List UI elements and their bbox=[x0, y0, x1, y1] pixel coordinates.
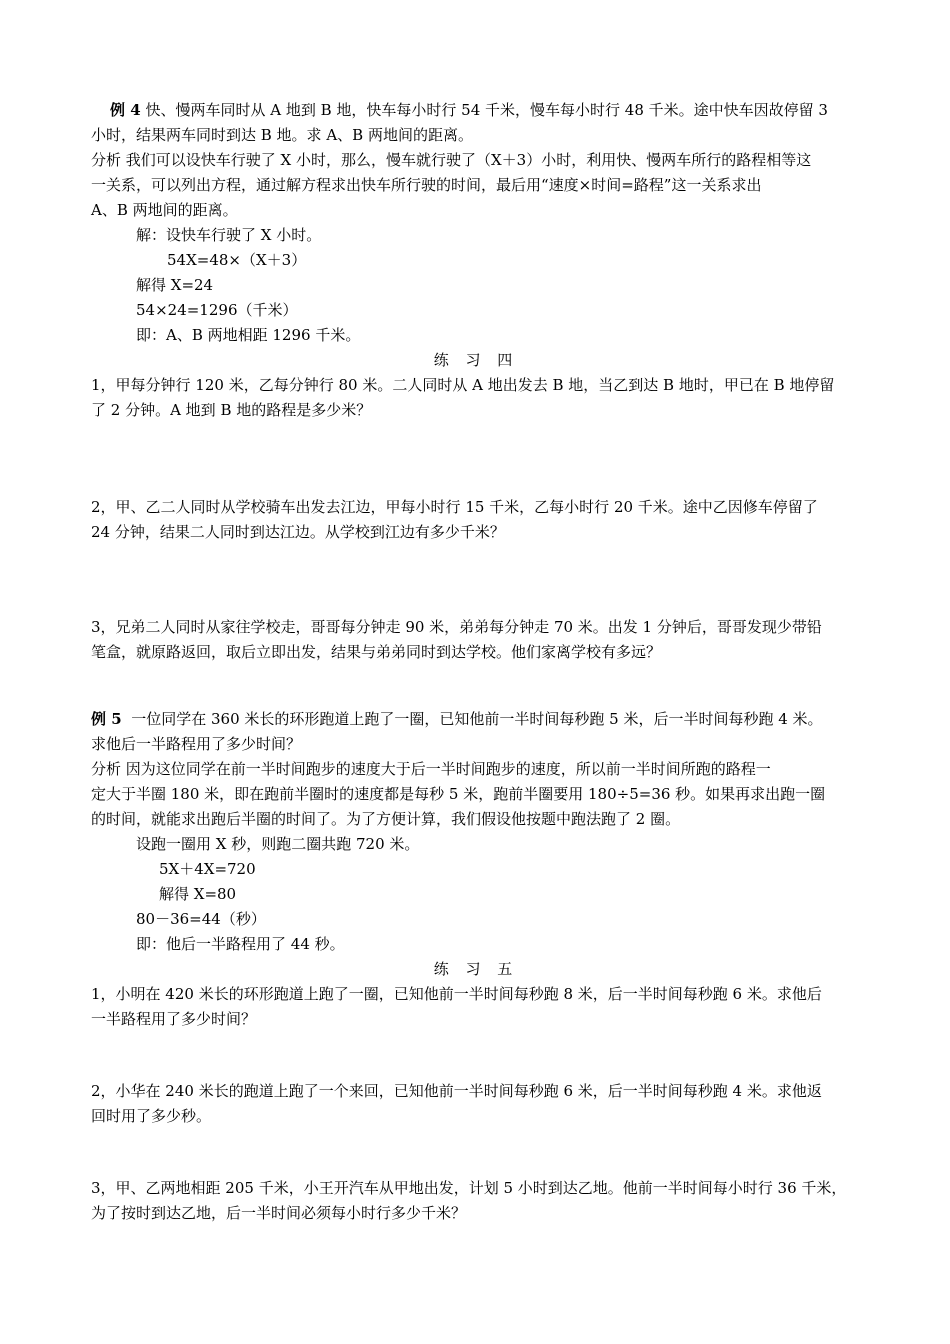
example4-equation: 54X=48×（X＋3） bbox=[167, 251, 307, 269]
exercise5-q1-line-1: 1，小明在 420 米长的环形跑道上跑了一圈，已知他前一半时间每秒跑 8 米，后一半时间每秒跑 6 米。求他后 bbox=[91, 985, 822, 1003]
example5-answer: 即：他后一半路程用了 44 秒。 bbox=[136, 935, 345, 953]
document-page bbox=[91, 98, 861, 1226]
example5-label: 例 5 bbox=[91, 710, 122, 728]
example5-calc: 80－36=44（秒） bbox=[136, 910, 266, 928]
exercise4-q1-line-1: 1，甲每分钟行 120 米，乙每分钟行 80 米。二人同时从 A 地出发去 B 地，当乙到达 B 地时，甲已在 B 地停留 bbox=[91, 376, 835, 394]
exercise4-q2-line-1: 2，甲、乙二人同时从学校骑车出发去江边，甲每小时行 15 千米，乙每小时行 20 千米。途中乙因修车停留了 bbox=[91, 498, 818, 516]
exercise5-title: 练 习 五 bbox=[433, 960, 519, 978]
exercise4-q3-line-2: 笔盒，就原路返回，取后立即出发，结果与弟弟同时到达学校。他们家离学校有多远？ bbox=[91, 643, 662, 661]
exercise4-q3-line-1: 3，兄弟二人同时从家往学校走，哥哥每分钟走 90 米，弟弟每分钟走 70 米。出发 1 分钟后，哥哥发现少带铅 bbox=[91, 618, 822, 636]
example5-analysis-1: 分析 因为这位同学在前一半时间跑步的速度大于后一半时间跑步的速度，所以前一半时间所跑的路程一 bbox=[91, 760, 771, 778]
example4-line-1: 例 4 快、慢两车同时从 A 地到 B 地，快车每小时行 54 千米，慢车每小时行 48 千米。途中快车因故停留 3 bbox=[110, 101, 828, 119]
example4-label: 例 4 bbox=[110, 101, 141, 119]
example5-line-1: 例 5 一位同学在 360 米长的环形跑道上跑了一圈，已知他前一半时间每秒跑 5 米，后一半时间每秒跑 4 米。 bbox=[91, 710, 823, 728]
example5-analysis-3: 的时间，就能求出跑后半圈的时间了。为了方便计算，我们假设他按题中跑法跑了 2 圈。 bbox=[91, 810, 681, 828]
exercise4-title: 练 习 四 bbox=[433, 351, 519, 369]
example5-equation: 5X＋4X=720 bbox=[159, 860, 256, 878]
example4-line-2: 小时，结果两车同时到达 B 地。求 A、B 两地间的距离。 bbox=[91, 126, 473, 144]
exercise5-q2-line-1: 2，小华在 240 米长的跑道上跑了一个来回，已知他前一半时间每秒跑 6 米，后一半时间每秒跑 4 米。求他返 bbox=[91, 1082, 822, 1100]
exercise5-q3-line-1: 3，甲、乙两地相距 205 千米，小王开汽车从甲地出发，计划 5 小时到达乙地。他前一半时间每小时行 36 千米， bbox=[91, 1179, 847, 1197]
example5-solution-intro: 设跑一圈用 X 秒，则跑二圈共跑 720 米。 bbox=[136, 835, 420, 853]
exercise5-q1-line-2: 一半路程用了多少时间？ bbox=[91, 1010, 257, 1028]
example4-calc: 54×24=1296（千米） bbox=[136, 301, 298, 319]
example5-analysis-2: 定大于半圈 180 米，即在跑前半圈时的速度都是每秒 5 米，跑前半圈要用 180÷5=36 秒。如果再求出跑一圈 bbox=[91, 785, 826, 803]
example5-line-2: 求他后一半路程用了多少时间？ bbox=[91, 735, 302, 753]
example4-result: 解得 X=24 bbox=[136, 276, 214, 294]
example5-result: 解得 X=80 bbox=[159, 885, 237, 903]
exercise5-q2-line-2: 回时用了多少秒。 bbox=[91, 1107, 212, 1125]
example4-solution-intro: 解：设快车行驶了 X 小时。 bbox=[136, 226, 322, 244]
example4-analysis-3: A、B 两地间的距离。 bbox=[91, 201, 238, 219]
example4-analysis-2: 一关系，可以列出方程，通过解方程求出快车所行驶的时间，最后用“速度×时间=路程”这一关系求出 bbox=[91, 176, 762, 194]
exercise4-q1-line-2: 了 2 分钟。A 地到 B 地的路程是多少米？ bbox=[91, 401, 372, 419]
example4-answer: 即：A、B 两地相距 1296 千米。 bbox=[136, 326, 361, 344]
exercise5-q3-line-2: 为了按时到达乙地，后一半时间必须每小时行多少千米？ bbox=[91, 1204, 467, 1222]
example4-analysis-1: 分析 我们可以设快车行驶了 X 小时，那么，慢车就行驶了（X＋3）小时，利用快、慢两车所行的路程相等这 bbox=[91, 151, 812, 169]
exercise4-q2-line-2: 24 分钟，结果二人同时到达江边。从学校到江边有多少千米？ bbox=[91, 523, 505, 541]
